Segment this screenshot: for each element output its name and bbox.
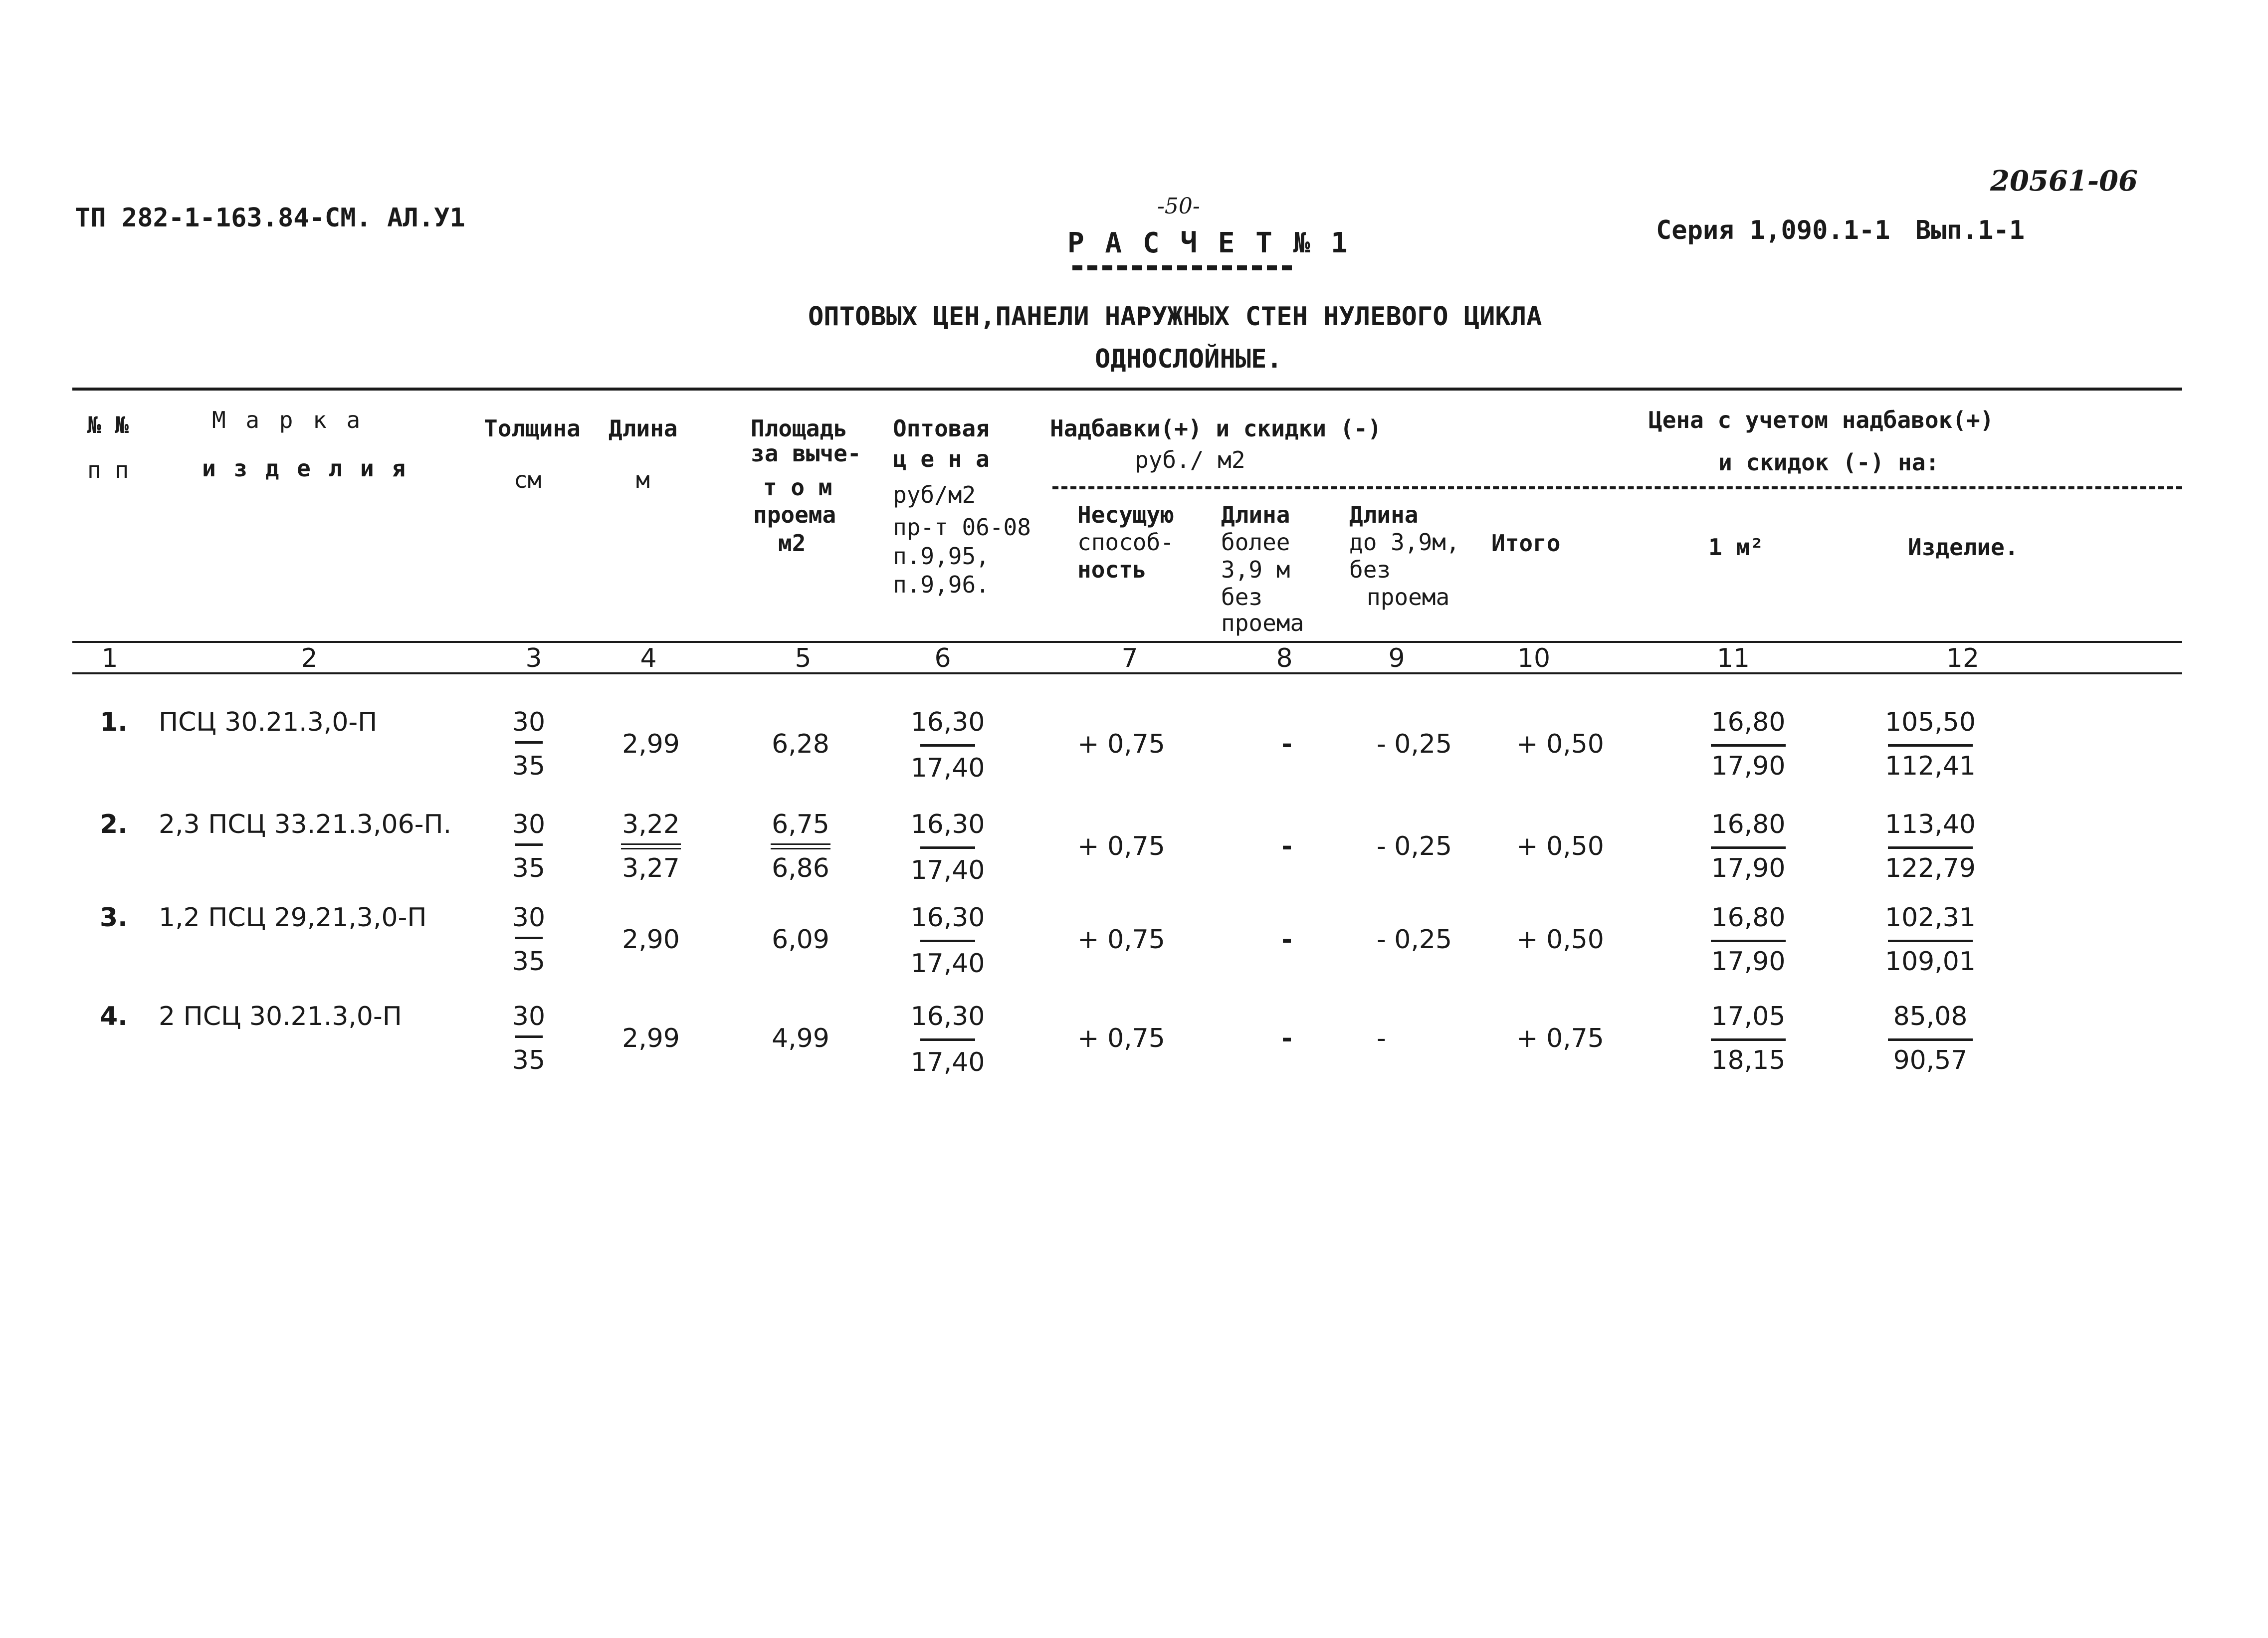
price-per-item-top: 113,40 bbox=[1885, 810, 1976, 839]
thickness-fraction-bar bbox=[515, 741, 543, 744]
area-bottom: 6,86 bbox=[772, 853, 829, 883]
thickness-top: 30 bbox=[512, 903, 546, 933]
length-over-surcharge: - bbox=[1281, 729, 1292, 759]
row-number: 3. bbox=[100, 903, 128, 933]
price-top: 16,30 bbox=[910, 903, 985, 933]
page-number: -50- bbox=[1157, 194, 1200, 219]
header-len-under: Длина bbox=[1349, 501, 1419, 528]
header-total: Итого bbox=[1491, 530, 1561, 557]
table-top-rule bbox=[72, 388, 2182, 391]
price-per-sqm-fraction-bar bbox=[1711, 1038, 1786, 1041]
header-per-sqm: 1 м² bbox=[1708, 534, 1764, 561]
header-price-group-l2: и скидок (-) на: bbox=[1718, 449, 1940, 476]
col-number: 11 bbox=[1716, 643, 1750, 673]
header-price: Оптовая bbox=[893, 415, 990, 442]
header-bearing: Несущую bbox=[1077, 501, 1174, 528]
length-under-surcharge: - 0,25 bbox=[1377, 831, 1452, 861]
price-per-item-bottom: 109,01 bbox=[1885, 947, 1976, 977]
col-number: 5 bbox=[795, 643, 812, 673]
header-len-over-l2: более bbox=[1221, 529, 1290, 556]
header-mark: М а р к а bbox=[212, 407, 364, 433]
price-per-sqm-fraction-bar bbox=[1711, 744, 1786, 747]
col-number: 10 bbox=[1517, 643, 1551, 673]
price-per-item-fraction-bar bbox=[1888, 744, 1973, 747]
price-bottom: 17,40 bbox=[910, 855, 985, 885]
price-per-item-top: 102,31 bbox=[1885, 903, 1976, 933]
title-underline bbox=[1072, 265, 1292, 270]
header-area: Площадь bbox=[751, 415, 847, 442]
area-value: 6,28 bbox=[772, 729, 829, 759]
document-code: ТП 282-1-163.84-СМ. АЛ.У1 bbox=[75, 203, 465, 233]
header-area-l4: проема bbox=[753, 501, 836, 528]
header-dash-rule bbox=[1052, 486, 2182, 489]
archive-number: 20561-06 bbox=[1990, 165, 2138, 198]
thickness-bottom: 35 bbox=[512, 1045, 546, 1075]
length-value: 2,99 bbox=[622, 729, 680, 759]
header-area-l3: т о м bbox=[763, 474, 832, 501]
header-area-l2: за выче- bbox=[751, 440, 861, 467]
header-area-l5: м2 bbox=[778, 530, 806, 557]
length-value: 2,90 bbox=[622, 925, 680, 955]
price-per-item-bottom: 112,41 bbox=[1885, 751, 1976, 781]
thickness-fraction-bar bbox=[515, 843, 543, 846]
header-bearing-l2: способ- bbox=[1077, 529, 1174, 556]
price-per-sqm-bottom: 18,15 bbox=[1711, 1045, 1786, 1075]
price-fraction-bar bbox=[920, 846, 975, 849]
series-label: Серия 1,090.1-1 bbox=[1656, 215, 1890, 245]
col-number: 2 bbox=[301, 643, 318, 673]
header-thickness-unit: см bbox=[514, 466, 542, 493]
price-top: 16,30 bbox=[910, 1002, 985, 1031]
row-mark: ПСЦ 30.21.3,0-П bbox=[159, 707, 378, 737]
document-title: Р А С Ч Е Т № 1 bbox=[1067, 227, 1350, 259]
header-price-l4: пр-т 06-08 bbox=[893, 514, 1031, 541]
row-number: 2. bbox=[100, 810, 128, 839]
price-per-sqm-bottom: 17,90 bbox=[1711, 947, 1786, 977]
header-thickness: Толщина bbox=[484, 415, 581, 442]
thickness-top: 30 bbox=[512, 810, 546, 839]
price-fraction-bar bbox=[920, 1038, 975, 1041]
thickness-top: 30 bbox=[512, 707, 546, 737]
price-fraction-bar bbox=[920, 744, 975, 747]
length-over-surcharge: - bbox=[1281, 1024, 1292, 1053]
price-per-sqm-top: 17,05 bbox=[1711, 1002, 1786, 1031]
header-bearing-l3: ность bbox=[1077, 556, 1147, 583]
thickness-fraction-bar bbox=[515, 1035, 543, 1038]
thickness-bottom: 35 bbox=[512, 853, 546, 883]
header-per-item: Изделие. bbox=[1908, 534, 2019, 561]
header-no: № № bbox=[87, 411, 129, 438]
length-over-surcharge: - bbox=[1281, 831, 1292, 861]
header-price-l6: п.9,96. bbox=[893, 571, 990, 598]
price-per-item-fraction-bar bbox=[1888, 1038, 1973, 1041]
col-number: 8 bbox=[1276, 643, 1293, 673]
price-per-item-fraction-bar bbox=[1888, 846, 1973, 849]
row-number: 1. bbox=[100, 707, 128, 737]
col-number: 3 bbox=[525, 643, 542, 673]
header-len-over-l3: 3,9 м bbox=[1221, 556, 1290, 583]
length-under-surcharge: - 0,25 bbox=[1377, 925, 1452, 955]
price-per-item-bottom: 122,79 bbox=[1885, 853, 1976, 883]
price-per-item-top: 85,08 bbox=[1893, 1002, 1968, 1031]
col-number: 12 bbox=[1946, 643, 1980, 673]
header-len-under-l2: до 3,9м, bbox=[1349, 529, 1460, 556]
bearing-surcharge: + 0,75 bbox=[1077, 729, 1165, 759]
length-value: 2,99 bbox=[622, 1024, 680, 1053]
price-top: 16,30 bbox=[910, 707, 985, 737]
thickness-fraction-bar bbox=[515, 937, 543, 939]
length-top: 3,22 bbox=[622, 810, 680, 839]
length-fraction-bar bbox=[621, 843, 681, 849]
subtitle-line-1: ОПТОВЫХ ЦЕН,ПАНЕЛИ НАРУЖНЫХ СТЕН НУЛЕВОГО ЦИКЛА bbox=[808, 302, 1542, 332]
length-over-surcharge: - bbox=[1281, 925, 1292, 955]
thickness-top: 30 bbox=[512, 1002, 546, 1031]
header-price-group: Цена с учетом надбавок(+) bbox=[1649, 407, 1994, 433]
price-bottom: 17,40 bbox=[910, 949, 985, 979]
col-number: 1 bbox=[101, 643, 118, 673]
area-fraction-bar bbox=[771, 843, 830, 849]
thickness-bottom: 35 bbox=[512, 947, 546, 977]
price-per-sqm-bottom: 17,90 bbox=[1711, 751, 1786, 781]
price-per-sqm-top: 16,80 bbox=[1711, 810, 1786, 839]
header-price-l5: п.9,95, bbox=[893, 543, 990, 570]
row-mark: 2 ПСЦ 30.21.3,0-П bbox=[159, 1002, 402, 1031]
header-len-under-l3: без bbox=[1349, 556, 1391, 583]
header-len-over-l4: без bbox=[1221, 584, 1263, 611]
header-len-over: Длина bbox=[1221, 501, 1290, 528]
area-value: 6,09 bbox=[772, 925, 829, 955]
price-fraction-bar bbox=[920, 940, 975, 942]
price-per-item-bottom: 90,57 bbox=[1893, 1045, 1968, 1075]
price-per-sqm-fraction-bar bbox=[1711, 940, 1786, 942]
bearing-surcharge: + 0,75 bbox=[1077, 831, 1165, 861]
header-len-over-l5: проема bbox=[1221, 610, 1304, 636]
thickness-bottom: 35 bbox=[512, 751, 546, 781]
price-top: 16,30 bbox=[910, 810, 985, 839]
total-surcharge: + 0,50 bbox=[1516, 925, 1604, 955]
header-len-under-l4: проема bbox=[1367, 584, 1450, 611]
price-per-sqm-top: 16,80 bbox=[1711, 903, 1786, 933]
total-surcharge: + 0,50 bbox=[1516, 729, 1604, 759]
price-bottom: 17,40 bbox=[910, 1047, 985, 1077]
area-top: 6,75 bbox=[772, 810, 829, 839]
col-number: 4 bbox=[640, 643, 657, 673]
row-mark: 2,3 ПСЦ 33.21.3,06-П. bbox=[159, 810, 452, 839]
header-price-l2: ц е н а bbox=[893, 445, 990, 472]
header-surcharge-group: Надбавки(+) и скидки (-) bbox=[1050, 415, 1382, 442]
bearing-surcharge: + 0,75 bbox=[1077, 925, 1165, 955]
header-no-sub: п п bbox=[87, 456, 129, 483]
length-bottom: 3,27 bbox=[622, 853, 680, 883]
header-length: Длина bbox=[609, 415, 678, 442]
issue-label: Вып.1-1 bbox=[1915, 215, 2025, 245]
price-per-sqm-fraction-bar bbox=[1711, 846, 1786, 849]
length-under-surcharge: - bbox=[1377, 1024, 1386, 1053]
subtitle-line-2: ОДНОСЛОЙНЫЕ. bbox=[1095, 344, 1282, 374]
length-under-surcharge: - 0,25 bbox=[1377, 729, 1452, 759]
col-number: 6 bbox=[934, 643, 951, 673]
header-price-l3: руб/м2 bbox=[893, 481, 976, 508]
price-per-item-fraction-bar bbox=[1888, 940, 1973, 942]
col-number: 7 bbox=[1121, 643, 1138, 673]
price-per-item-top: 105,50 bbox=[1885, 707, 1976, 737]
row-mark: 1,2 ПСЦ 29,21,3,0-П bbox=[159, 903, 427, 933]
total-surcharge: + 0,50 bbox=[1516, 831, 1604, 861]
price-per-sqm-bottom: 17,90 bbox=[1711, 853, 1786, 883]
header-length-unit: м bbox=[636, 466, 650, 493]
price-bottom: 17,40 bbox=[910, 753, 985, 783]
price-per-sqm-top: 16,80 bbox=[1711, 707, 1786, 737]
bearing-surcharge: + 0,75 bbox=[1077, 1024, 1165, 1053]
col-number: 9 bbox=[1388, 643, 1405, 673]
total-surcharge: + 0,75 bbox=[1516, 1024, 1604, 1053]
header-surcharge-unit: руб./ м2 bbox=[1135, 446, 1245, 473]
row-number: 4. bbox=[100, 1002, 128, 1031]
area-value: 4,99 bbox=[772, 1024, 829, 1053]
header-mark-sub: и з д е л и я bbox=[202, 455, 408, 482]
header-bottom-rule bbox=[72, 641, 2182, 643]
